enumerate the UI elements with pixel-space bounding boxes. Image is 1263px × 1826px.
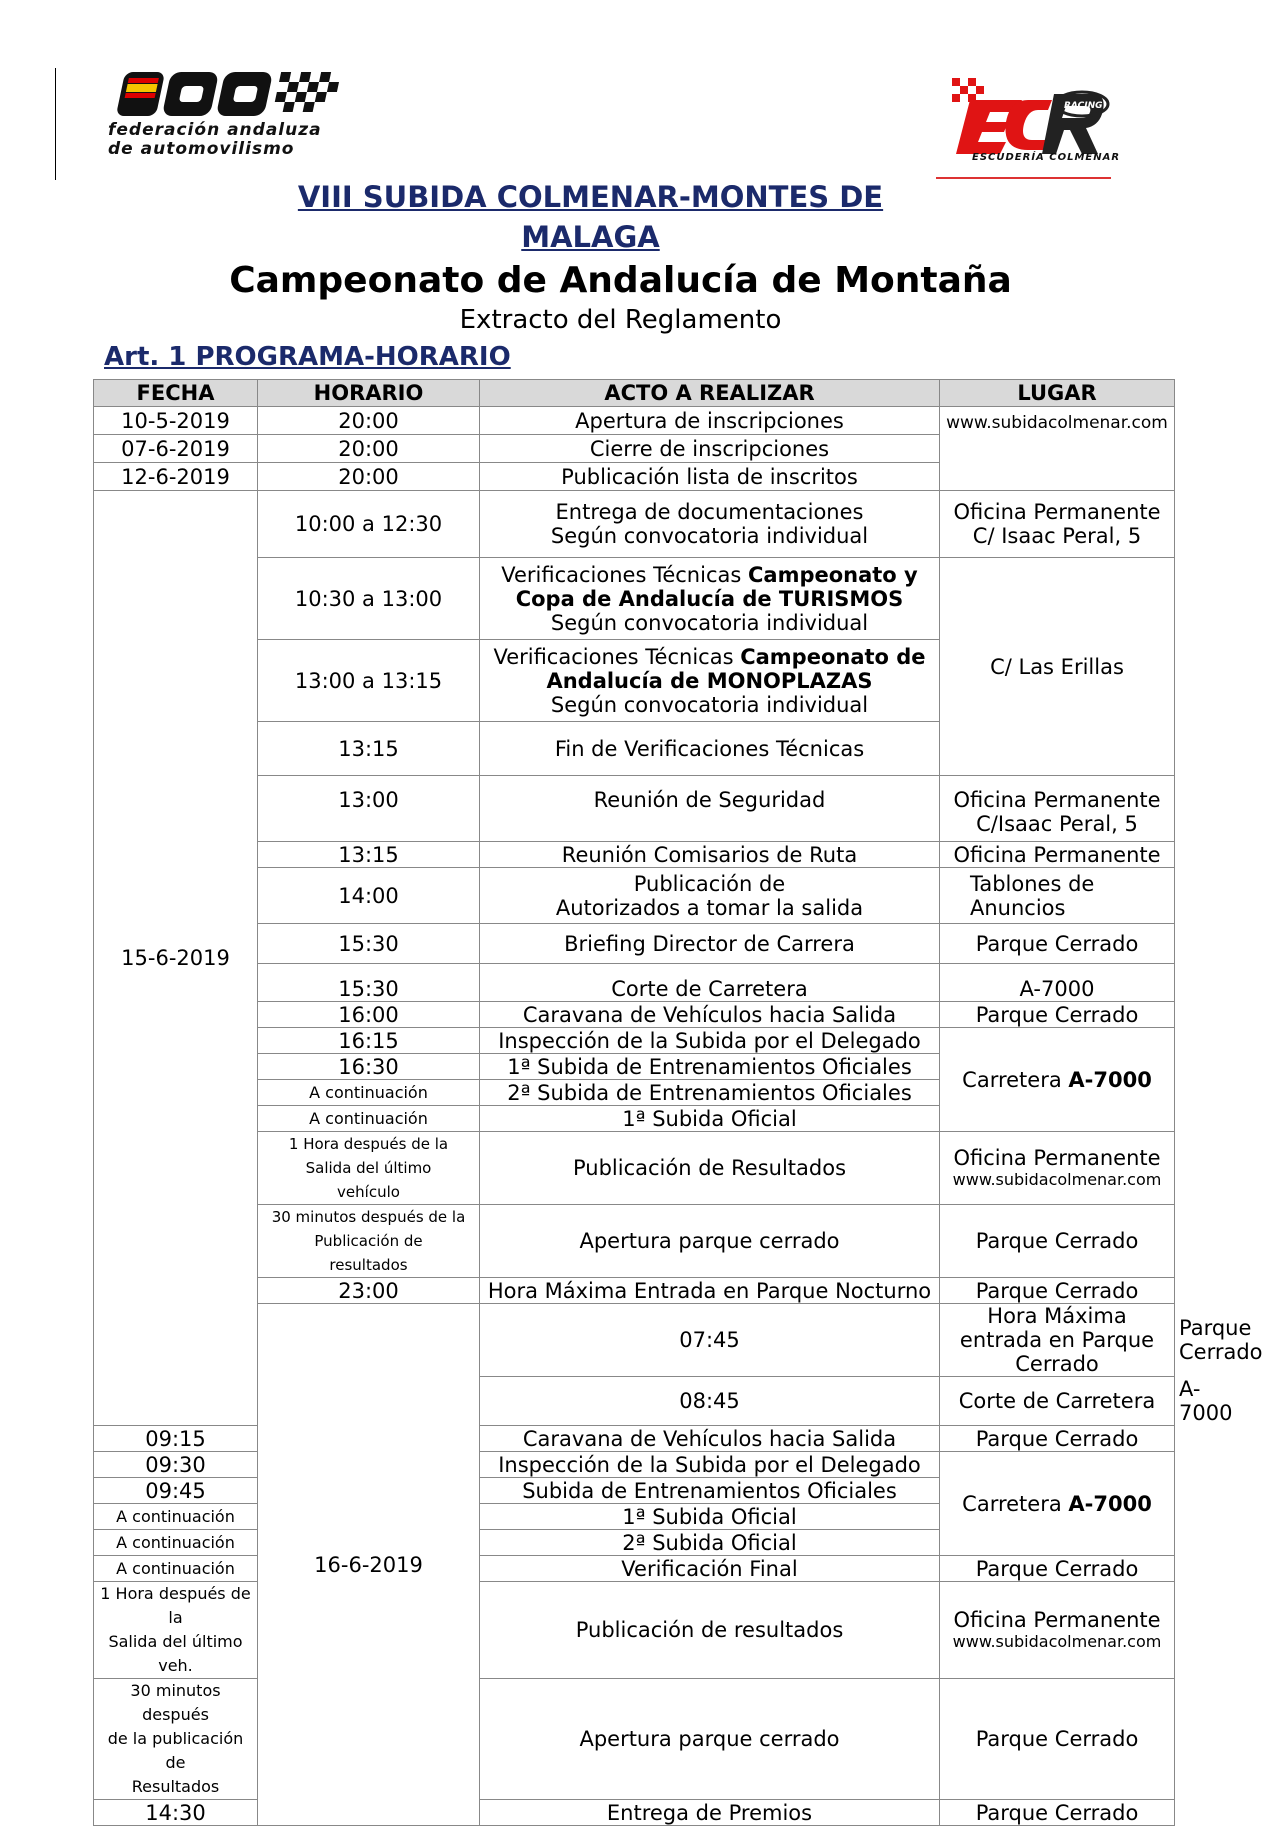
- act-cell: Corte de Carretera: [480, 964, 940, 1002]
- time-cell: 08:45: [480, 1377, 940, 1426]
- faa-logo: [106, 68, 342, 158]
- date-cell: 12-6-2019: [94, 463, 258, 491]
- faa-mark-graphic: [106, 68, 342, 120]
- act-line: Entrega de documentaciones: [555, 500, 864, 524]
- ecr-racing-text: RACING: [1064, 101, 1103, 111]
- place-cell: [940, 1132, 1175, 1205]
- act-cell: Inspección de la Subida por el Delegado: [480, 1452, 940, 1478]
- margin-rule: [55, 68, 56, 180]
- place-line: Anuncios: [970, 895, 1066, 920]
- place-cell: Parque Cerrado: [940, 1002, 1175, 1028]
- table-row: 08:45 Corte de Carretera A-7000: [94, 1377, 1175, 1426]
- place-line: Oficina Permanente: [953, 1146, 1161, 1170]
- time-line: Salida del último: [305, 1159, 432, 1177]
- ecr-underline: [936, 177, 1111, 179]
- place-url: www.subidacolmenar.com: [952, 1170, 1162, 1189]
- header-fecha: FECHA: [94, 380, 258, 407]
- event-title-line2: MALAGA: [521, 220, 660, 254]
- time-cell: 09:15: [94, 1426, 258, 1452]
- place-cell: [940, 1582, 1175, 1679]
- time-cell: [94, 1679, 258, 1800]
- place-cell: [940, 1028, 1175, 1132]
- act-bold-text: Copa de Andalucía de TURISMOS: [515, 586, 904, 611]
- act-cell: Inspección de la Subida por el Delegado: [480, 1028, 940, 1054]
- time-line: de la publicación de: [107, 1729, 244, 1772]
- act-cell: Apertura parque cerrado: [480, 1205, 940, 1278]
- time-cell: 13:15: [258, 722, 480, 776]
- place-cell: Oficina Permanente: [940, 842, 1175, 868]
- act-line: Autorizados a tomar la salida: [555, 895, 864, 920]
- place-cell: Parque Cerrado: [940, 1426, 1175, 1452]
- time-cell: 23:00: [258, 1278, 480, 1304]
- ecr-mark-graphic: [942, 70, 1112, 156]
- time-cell: 20:00: [258, 435, 480, 463]
- act-line: Según convocatoria individual: [550, 610, 869, 635]
- place-url: www.subidacolmenar.com: [952, 1632, 1162, 1651]
- act-text: Verificaciones Técnicas: [501, 562, 748, 587]
- act-line: Publicación de: [633, 871, 786, 896]
- act-bold-text: Campeonato y: [747, 562, 918, 587]
- act-cell: Publicación de Resultados: [480, 1132, 940, 1205]
- time-cell: 10:30 a 13:00: [258, 558, 480, 640]
- place-cell: www.subidacolmenar.com: [940, 407, 1175, 491]
- table-row: [94, 1556, 1175, 1582]
- table-row: [94, 1800, 1175, 1826]
- act-line: [484, 563, 935, 587]
- table-row: [94, 1426, 1175, 1452]
- time-cell: 15:30: [258, 924, 480, 964]
- date-cell: 15-6-2019: [94, 491, 258, 1426]
- place-cell: A-7000: [940, 964, 1175, 1002]
- time-line: Salida del último veh.: [108, 1632, 243, 1675]
- place-line: Oficina Permanente: [953, 788, 1161, 812]
- time-line: 30 minutos después: [130, 1681, 221, 1724]
- time-cell: 09:30: [94, 1452, 258, 1478]
- time-cell: [258, 1205, 480, 1278]
- time-cell: [258, 1132, 480, 1205]
- act-cell: Fin de Verificaciones Técnicas: [480, 722, 940, 776]
- place-cell: Parque Cerrado: [940, 1800, 1175, 1826]
- time-cell: A continuación: [94, 1530, 258, 1556]
- act-cell: Briefing Director de Carrera: [480, 924, 940, 964]
- act-cell: Hora Máxima Entrada en Parque Nocturno: [480, 1278, 940, 1304]
- time-cell: 09:45: [94, 1478, 258, 1504]
- time-line: 1 Hora después de la: [288, 1135, 449, 1153]
- act-cell: Hora Máxima entrada en Parque Cerrado: [940, 1304, 1175, 1377]
- act-cell: Reunión de Seguridad: [480, 776, 940, 842]
- act-bold-text: Campeonato de: [740, 644, 926, 669]
- act-cell: [480, 640, 940, 722]
- act-cell: Apertura de inscripciones: [480, 407, 940, 435]
- act-line: Según convocatoria individual: [550, 692, 869, 717]
- place-line: Oficina Permanente: [953, 1608, 1161, 1632]
- act-cell: 2ª Subida de Entrenamientos Oficiales: [480, 1080, 940, 1106]
- time-cell: 10:00 a 12:30: [258, 491, 480, 558]
- act-cell: 1ª Subida Oficial: [480, 1504, 940, 1530]
- place-cell: C/ Las Erillas: [940, 558, 1175, 776]
- time-cell: [94, 1582, 258, 1679]
- table-row: [94, 1679, 1175, 1800]
- place-text: Carretera: [962, 1067, 1069, 1092]
- place-cell: [940, 491, 1175, 558]
- header-acto: ACTO A REALIZAR: [480, 380, 940, 407]
- act-cell: Subida de Entrenamientos Oficiales: [480, 1478, 940, 1504]
- time-cell: 14:00: [258, 868, 480, 924]
- time-cell: 13:00: [258, 776, 480, 842]
- act-cell: 1ª Subida Oficial: [480, 1106, 940, 1132]
- ecr-subtitle: ESCUDERÍA COLMENAR: [972, 152, 1121, 163]
- place-line: Tablones de: [970, 871, 1095, 896]
- act-cell: Verificación Final: [480, 1556, 940, 1582]
- schedule-table: [93, 379, 1263, 1826]
- place-cell: Parque Cerrado: [940, 1278, 1175, 1304]
- place-cell: Parque Cerrado: [940, 1679, 1175, 1800]
- table-header-row: [94, 380, 1175, 407]
- document-subtitle: Extracto del Reglamento: [459, 305, 782, 335]
- article-heading: Art. 1 PROGRAMA-HORARIO: [104, 342, 511, 372]
- time-line: 1 Hora después de la: [100, 1584, 251, 1627]
- place-line: C/ Isaac Peral, 5: [972, 524, 1142, 548]
- act-cell: Cierre de inscripciones: [480, 435, 940, 463]
- place-cell: Parque Cerrado: [940, 1205, 1175, 1278]
- place-cell: Parque Cerrado: [940, 1556, 1175, 1582]
- time-cell: 13:00 a 13:15: [258, 640, 480, 722]
- place-bold-text: A-7000: [1068, 1491, 1152, 1516]
- time-cell: 13:15: [258, 842, 480, 868]
- act-cell: [480, 558, 940, 640]
- faa-name-line2: de automovilismo: [108, 139, 295, 159]
- time-cell: 15:30: [258, 964, 480, 1002]
- place-line: Oficina Permanente: [953, 500, 1161, 524]
- time-cell: 20:00: [258, 463, 480, 491]
- time-cell: 14:30: [94, 1800, 258, 1826]
- time-cell: A continuación: [94, 1556, 258, 1582]
- act-cell: Reunión Comisarios de Ruta: [480, 842, 940, 868]
- time-line: resultados: [329, 1256, 408, 1274]
- time-line: vehículo: [337, 1183, 400, 1201]
- place-text: Carretera: [962, 1491, 1069, 1516]
- place-cell: [940, 776, 1175, 842]
- time-cell: A continuación: [94, 1504, 258, 1530]
- time-cell: 07:45: [480, 1304, 940, 1377]
- act-cell: [480, 868, 940, 924]
- act-cell: [480, 491, 940, 558]
- act-cell: 1ª Subida de Entrenamientos Oficiales: [480, 1054, 940, 1080]
- ecr-logo: [942, 70, 1121, 180]
- time-cell: 20:00: [258, 407, 480, 435]
- time-line: Resultados: [131, 1777, 220, 1796]
- place-bold-text: A-7000: [1068, 1067, 1152, 1092]
- act-cell: Caravana de Vehículos hacia Salida: [480, 1002, 940, 1028]
- time-cell: 16:30: [258, 1054, 480, 1080]
- time-line: Publicación de: [314, 1232, 423, 1250]
- act-cell: Corte de Carretera: [940, 1377, 1175, 1426]
- time-line: 30 minutos después de la: [271, 1208, 466, 1226]
- header-lugar: LUGAR: [940, 380, 1175, 407]
- time-cell: A continuación: [258, 1080, 480, 1106]
- act-cell: 2ª Subida Oficial: [480, 1530, 940, 1556]
- faa-name-line1: federación andaluza: [108, 120, 322, 140]
- act-line: Según convocatoria individual: [550, 524, 869, 548]
- place-cell: [940, 1452, 1175, 1556]
- time-cell: 16:00: [258, 1002, 480, 1028]
- place-line: C/Isaac Peral, 5: [976, 812, 1138, 836]
- table-row: 16-6-2019 07:45 Hora Máxima entrada en Parque Cerrado Parque Cerrado: [94, 1304, 1175, 1377]
- event-title-line1: VIII SUBIDA COLMENAR-MONTES DE: [297, 180, 884, 214]
- header-horario: HORARIO: [258, 380, 480, 407]
- act-cell: Caravana de Vehículos hacia Salida: [480, 1426, 940, 1452]
- place-cell: Parque Cerrado: [940, 924, 1175, 964]
- table-row: [94, 407, 1175, 435]
- act-line: [484, 669, 935, 693]
- time-cell: 16:15: [258, 1028, 480, 1054]
- act-cell: Apertura parque cerrado: [480, 1679, 940, 1800]
- place-cell: [940, 868, 1175, 924]
- act-line: [484, 645, 935, 669]
- table-row: [94, 1452, 1175, 1478]
- act-cell: Entrega de Premios: [480, 1800, 940, 1826]
- table-row: [94, 1582, 1175, 1679]
- championship-title: Campeonato de Andalucía de Montaña: [229, 260, 1012, 301]
- act-text: Verificaciones Técnicas: [493, 644, 741, 669]
- date-cell: 10-5-2019: [94, 407, 258, 435]
- act-cell: Publicación de resultados: [480, 1582, 940, 1679]
- time-cell: A continuación: [258, 1106, 480, 1132]
- date-cell: 16-6-2019: [258, 1304, 480, 1826]
- act-bold-text: Andalucía de MONOPLAZAS: [546, 668, 873, 693]
- date-cell: 07-6-2019: [94, 435, 258, 463]
- table-row: [94, 491, 1175, 558]
- act-line: [484, 587, 935, 611]
- act-cell: Publicación lista de inscritos: [480, 463, 940, 491]
